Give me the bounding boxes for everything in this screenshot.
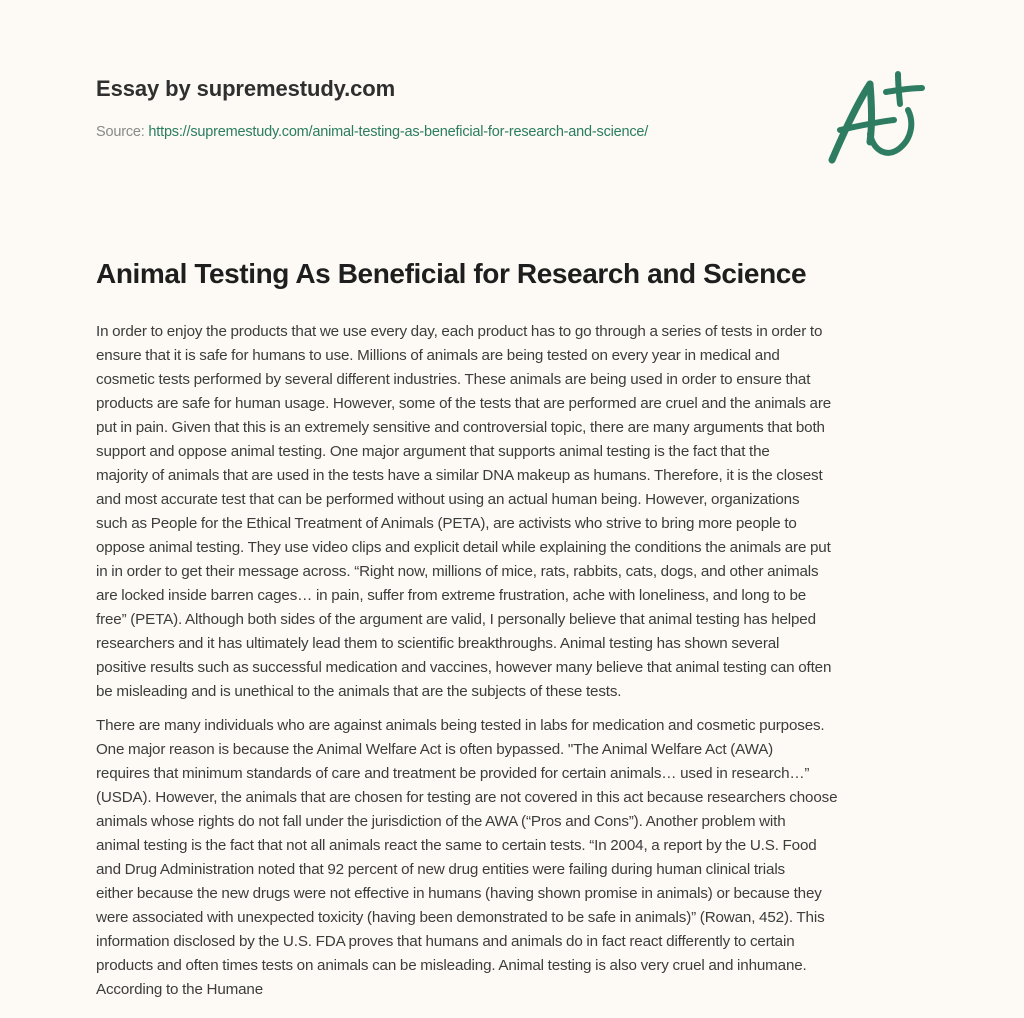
- text-line: free” (PETA). Although both sides of the argument are valid, I personally believe that animal testing has helped: [96, 611, 816, 628]
- text-line: animal testing is the fact that not all animals react the same to certain tests. “In 2004, a report by the U.S. Food: [96, 837, 817, 854]
- text-line: (USDA). However, the animals that are chosen for testing are not covered in this act because researchers choose: [96, 789, 838, 806]
- text-line: According to the Humane: [96, 981, 264, 998]
- a-plus-grade-icon: [818, 62, 938, 172]
- text-line: were associated with unexpected toxicity (having been demonstrated to be safe in animals)” (Rowan, 452). This: [96, 909, 825, 926]
- text-line: ensure that it is safe for humans to use. Millions of animals are being tested on every year in medical and: [96, 347, 780, 364]
- text-line: cosmetic tests performed by several different industries. These animals are being used in order to ensure that: [96, 371, 811, 388]
- text-line: positive results such as successful medication and vaccines, however many believe that animal testing can often: [96, 659, 832, 676]
- text-line: information disclosed by the U.S. FDA proves that humans and animals do in fact react differently to certain: [96, 933, 795, 950]
- text-line: and Drug Administration noted that 92 percent of new drug entities were failing during human clinical trials: [96, 861, 785, 878]
- text-line: products and often times tests on animals can be misleading. Animal testing is also very cruel and inhumane.: [96, 957, 807, 974]
- text-line: One major reason is because the Animal Welfare Act is often bypassed. "The Animal Welfare Act (AWA): [96, 741, 774, 758]
- text-line: in in order to get their message across. “Right now, millions of mice, rats, rabbits, cats, dogs, and other animals: [96, 563, 819, 580]
- text-line: In order to enjoy the products that we use every day, each product has to go through a series of tests in order to: [96, 323, 823, 340]
- site-title: Essay by supremestudy.com: [96, 76, 396, 101]
- text-line: majority of animals that are used in the tests have a similar DNA makeup as humans. Therefore, it is the closest: [96, 467, 823, 484]
- essay-article: [96, 254, 936, 1002]
- text-line: support and oppose animal testing. One major argument that supports animal testing is the fact that the: [96, 443, 770, 460]
- text-line: and most accurate test that can be performed without using an actual human being. However, organizations: [96, 491, 800, 508]
- text-line: animals whose rights do not fall under the jurisdiction of the AWA (“Pros and Cons”). Another problem with: [96, 813, 786, 830]
- text-line: either because the new drugs were not effective in humans (having shown promise in animals) or because they: [96, 885, 822, 902]
- text-line: are locked inside barren cages… in pain, suffer from extreme frustration, ache with loneliness, and long to be: [96, 587, 807, 604]
- text-line: put in pain. Given that this is an extremely sensitive and controversial topic, there are many arguments that both: [96, 419, 825, 436]
- source-label: Source:: [96, 124, 145, 140]
- text-line: oppose animal testing. They use video clips and explicit detail while explaining the conditions the animals are put: [96, 539, 831, 556]
- essay-paragraph-2: [96, 714, 936, 1002]
- text-line: There are many individuals who are against animals being tested in labs for medication and cosmetic purposes.: [96, 717, 825, 734]
- text-line: researchers and it has ultimately lead them to scientific breakthroughs. Animal testing has shown several: [96, 635, 780, 652]
- text-line: requires that minimum standards of care and treatment be provided for certain animals… used in research…”: [96, 765, 810, 782]
- essay-paragraph-1: [96, 320, 936, 704]
- source-link[interactable]: https://supremestudy.com/animal-testing-as-beneficial-for-research-and-science/: [148, 124, 649, 140]
- text-line: such as People for the Ethical Treatment of Animals (PETA), are activists who strive to bring more people to: [96, 515, 797, 532]
- article-title: Animal Testing As Beneficial for Research and Science: [96, 258, 807, 289]
- source-line: [96, 122, 796, 142]
- text-line: be misleading and is unethical to the animals that are the subjects of these tests.: [96, 683, 622, 700]
- text-line: products are safe for human usage. However, some of the tests that are performed are cruel and the animals are: [96, 395, 832, 412]
- page-header: [96, 74, 796, 142]
